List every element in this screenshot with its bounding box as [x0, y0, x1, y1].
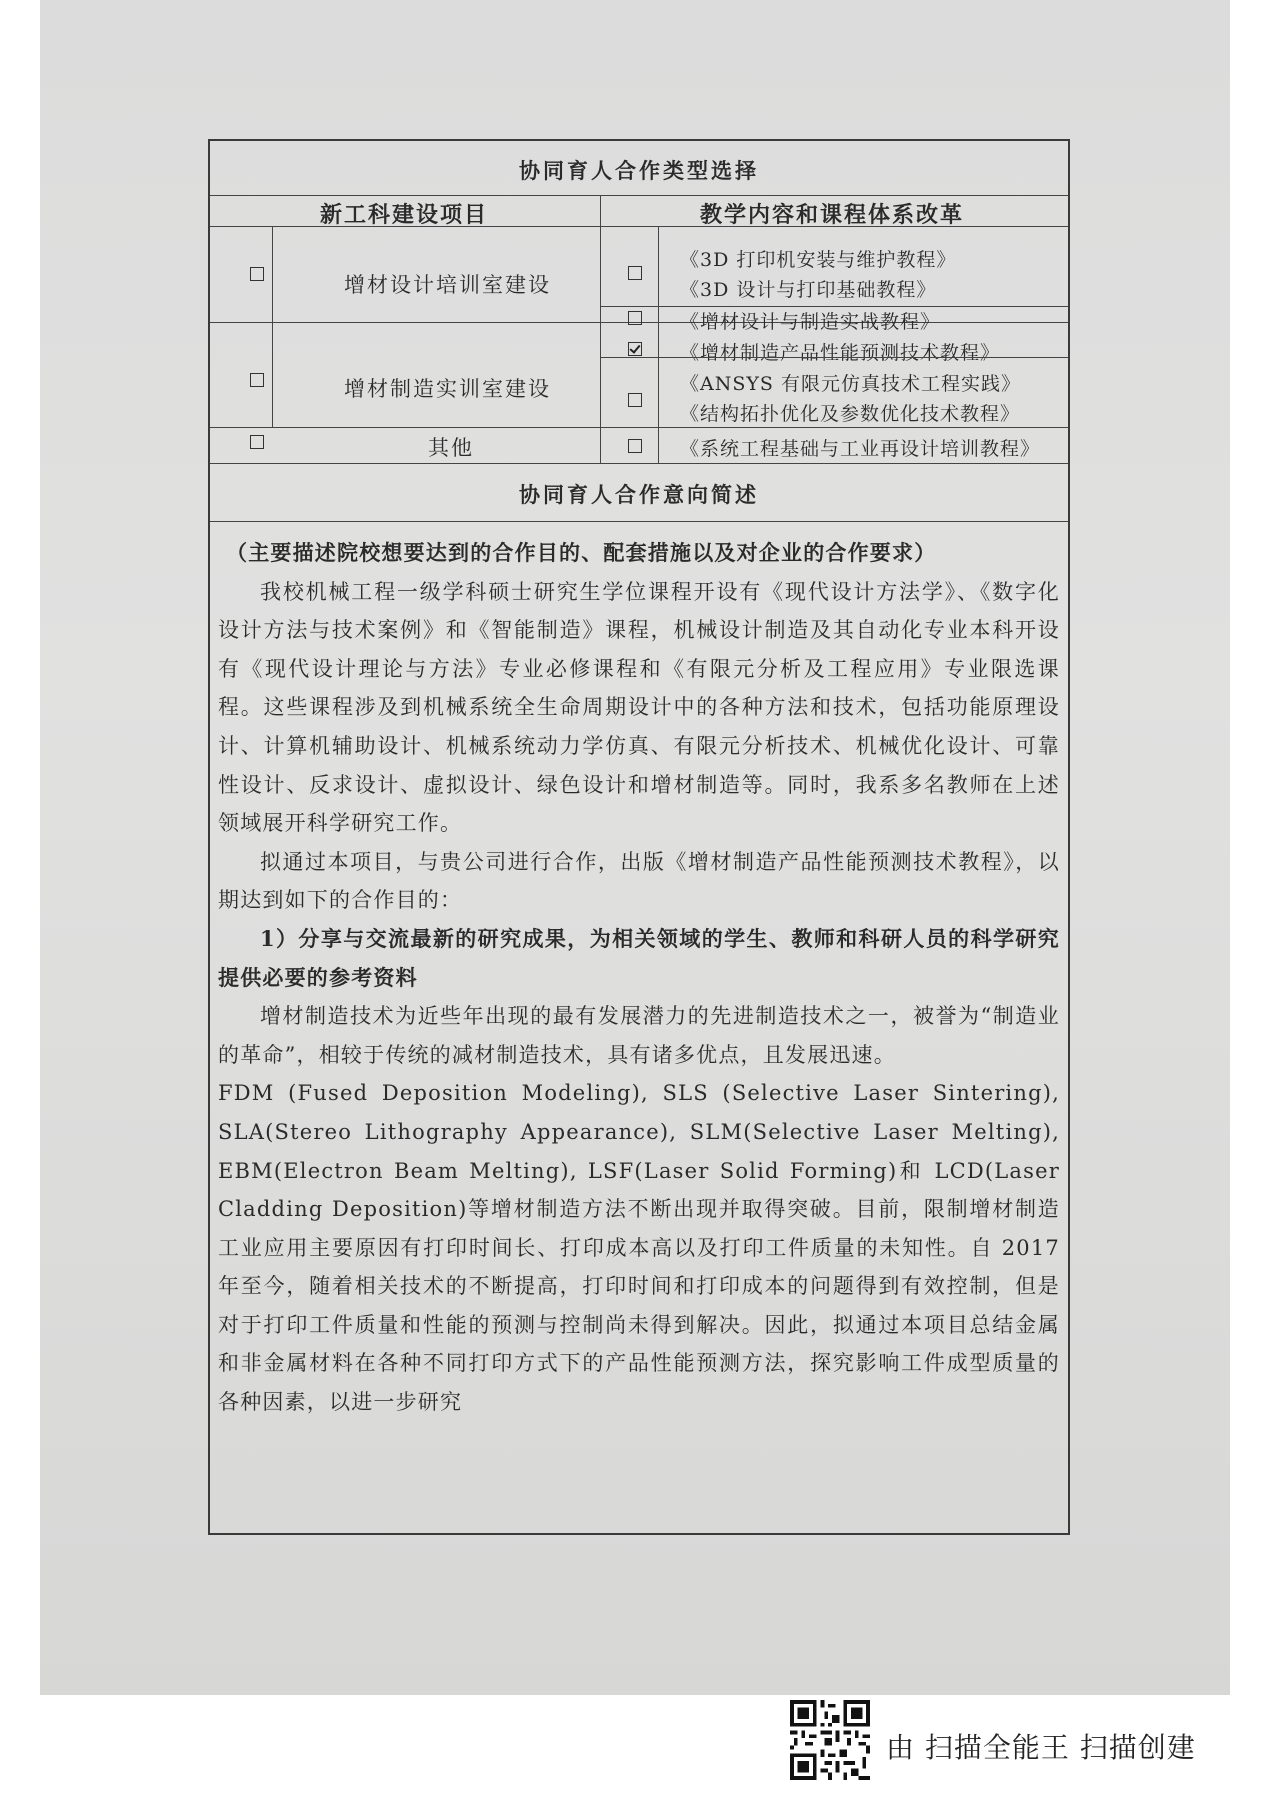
type-selection-title-row — [210, 141, 1068, 196]
project-checkbox-2[interactable] — [250, 373, 264, 387]
project-label-3: 其他 — [428, 436, 474, 460]
course-2a: 《增材制造产品性能预测技术教程》 — [680, 342, 1001, 364]
project-label-2: 增材制造实训室建设 — [344, 377, 551, 401]
course-checkbox-2a[interactable] — [628, 342, 642, 356]
column-header-row — [210, 196, 1068, 227]
intent-note: （主要描述院校想要达到的合作目的、配套措施以及对企业的合作要求） — [226, 540, 937, 565]
grid-line-middle — [600, 227, 601, 464]
project-checkbox-3[interactable] — [250, 435, 264, 449]
application-form — [208, 139, 1070, 1535]
intent-body — [210, 534, 1068, 1422]
type-selection-title: 协同育人合作类型选择 — [519, 158, 759, 183]
course-divider-2 — [600, 357, 1068, 358]
course-2b-line2: 《结构拓扑优化及参数优化技术教程》 — [680, 403, 1021, 425]
col-left-header: 新工科建设项目 — [320, 202, 489, 228]
course-3a: 《系统工程基础与工业再设计培训教程》 — [680, 438, 1041, 460]
course-checkbox-3a[interactable] — [628, 439, 642, 453]
header-divider — [600, 196, 601, 227]
course-1b: 《增材设计与制造实战教程》 — [680, 311, 941, 333]
paragraph-4: 增材制造技术为近些年出现的最有发展潜力的先进制造技术之一，被誉为“制造业的革命”，相较于传统的减材制造技术，具有诸多优点，且发展迅速。 — [218, 1004, 1060, 1067]
qr-code-icon — [790, 1700, 870, 1780]
course-checkbox-2b[interactable] — [628, 393, 642, 407]
grid-line-checkbox-left — [272, 227, 273, 428]
project-label-1: 增材设计培训室建设 — [344, 273, 551, 297]
intent-title-row — [210, 464, 1068, 522]
scanner-credit: 由 扫描全能王 扫描创建 — [886, 1731, 1196, 1764]
intent-title: 协同育人合作意向简述 — [519, 482, 759, 507]
paragraph-1: 我校机械工程一级学科硕士研究生学位课程开设有《现代设计方法学》、《数字化设计方法与技术案例》和《智能制造》课程，机械设计制造及其自动化专业本科开设有《现代设计理论与方法》专业必修课程和《有限元分析及工程应用》专业限选课程。这些课程涉及到机械系统全生命周期设计中的各种方法和技术，包括功能原理设计、计算机辅助设计、机械系统动力学仿真、有限元分析技术、机械优化设计、可靠性设计、反求设计、虚拟设计、绿色设计和增材制造等。同时，我系多名教师在上述领域展开科学研究工作。 — [218, 579, 1060, 836]
course-1a-line1: 《3D 打印机安装与维护教程》 — [680, 249, 957, 271]
paragraph-5: FDM (Fused Deposition Modeling), SLS (Selective Laser Sintering), SLA(Stereo Lithography Appearance), SLM(Selective Laser Melting), EBM(Electron Beam Melting), LSF(Laser Solid Forming)和 LCD(Laser Cladding Deposition)等增材制造方法不断出现并取得突破。目前，限制增材制造工业应用主要原因有打印时间长、打印成本高以及打印工件质量的未知性。自 2017 年至今，随着相关技术的不断提高，打印时间和打印成本的问题得到有效控制，但是对于打印工件质量和性能的预测与控制尚未得到解决。因此，拟通过本项目总结金属和非金属材料在各种不同打印方式下的产品性能预测方法，探究影响工件成型质量的各种因素，以进一步研究 — [218, 1081, 1060, 1415]
scanner-watermark — [790, 1700, 1240, 1780]
project-checkbox-1[interactable] — [250, 267, 264, 281]
paragraph-3-heading: 1）分享与交流最新的研究成果，为相关领域的学生、教师和科研人员的科学研究提供必要的参考资料 — [218, 925, 1060, 990]
course-2b-line1: 《ANSYS 有限元仿真技术工程实践》 — [680, 373, 1021, 395]
col-right-header: 教学内容和课程体系改革 — [700, 202, 965, 228]
paragraph-2: 拟通过本项目，与贵公司进行合作，出版《增材制造产品性能预测技术教程》，以期达到如下的合作目的： — [218, 849, 1060, 913]
grid-line-checkbox-right — [658, 227, 659, 464]
course-checkbox-1a[interactable] — [628, 266, 642, 280]
course-1a-line2: 《3D 设计与打印基础教程》 — [680, 279, 937, 301]
